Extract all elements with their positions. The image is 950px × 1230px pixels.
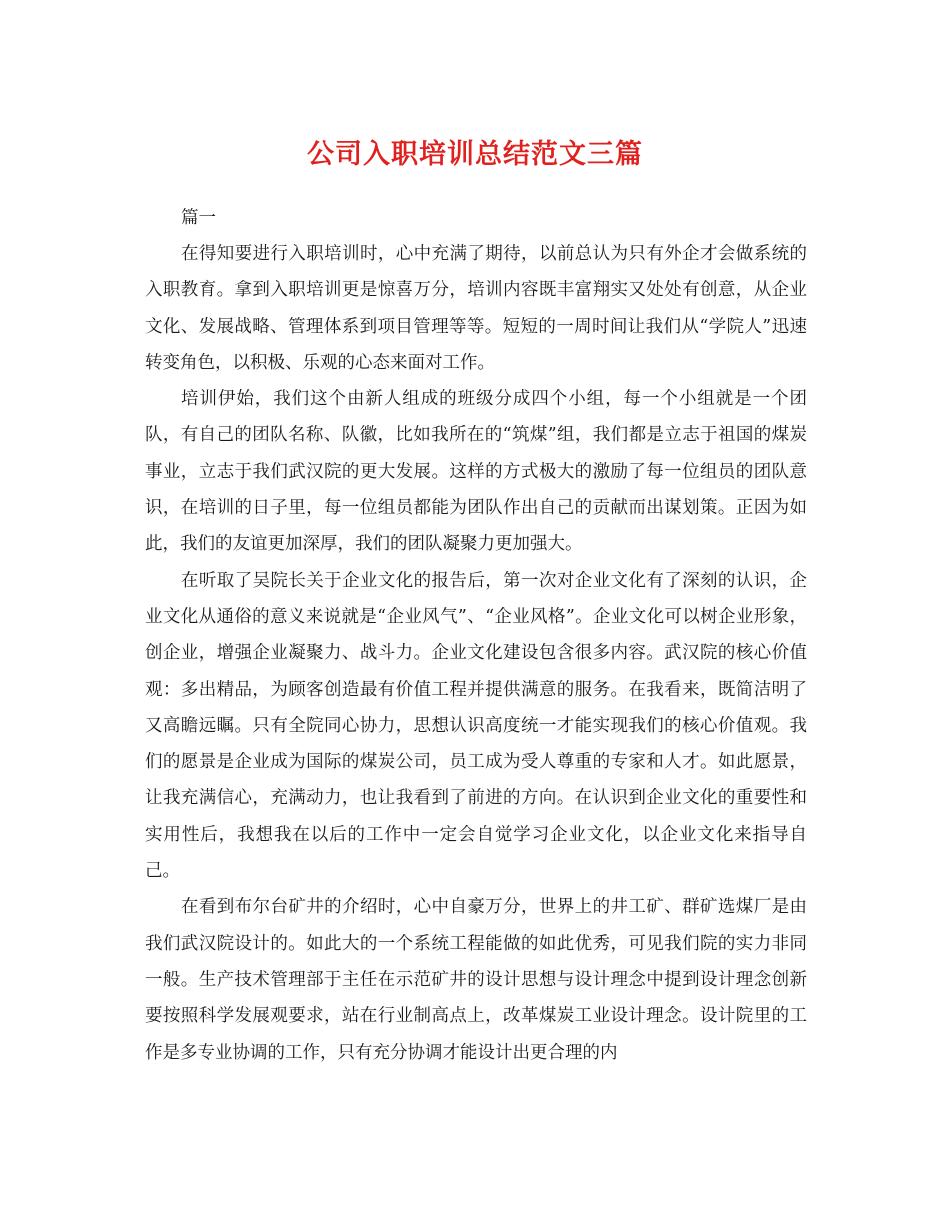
paragraph-3: 在听取了吴院长关于企业文化的报告后，第一次对企业文化有了深刻的认识，企业文化从通俗的意义来说就是“企业风气”、“企业风格”。企业文化可以树企业形象，创企业，增强企业凝聚力、战斗力。企业文化建设包含很多内容。武汉院的核心价值观：多出精品，为顾客创造最有价值工程并提供满意的服务。在我看来，既简洁明了又高瞻远瞩。只有全院同心协力，思想认识高度统一才能实现我们的核心价值观。我们的愿景是企业成为国际的煤炭公司，员工成为受人尊重的专家和人才。如此愿景，让我充满信心，充满动力，也让我看到了前进的方向。在认识到企业文化的重要性和实用性后，我想我在以后的工作中一定会自觉学习企业文化，以企业文化来指导自己。 bbox=[145, 570, 807, 882]
document-title: 公司入职培训总结范文三篇 bbox=[307, 139, 643, 170]
paragraph-4: 在看到布尔台矿井的介绍时，心中自豪万分，世界上的井工矿、群矿选煤厂是由我们武汉院设计的。如此大的一个系统工程能做的如此优秀，可见我们院的实力非同一般。生产技术管理部于主任在示范矿井的设计思想与设计理念中提到设计理念创新要按照科学发展观要求，站在行业制高点上，改革煤炭工业设计理念。设计院里的工作是多专业协调的工作，只有充分协调才能设计出更合理的内 bbox=[145, 897, 807, 1063]
document-body bbox=[145, 200, 807, 1071]
paragraph-2: 培训伊始，我们这个由新人组成的班级分成四个小组，每一个小组就是一个团队，有自己的团队名称、队徽，比如我所在的“筑煤”组，我们都是立志于祖国的煤炭事业，立志于我们武汉院的更大发展。这样的方式极大的激励了每一位组员的团队意识，在培训的日子里，每一位组员都能为团队作出自己的贡献而出谋划策。正因为如此，我们的友谊更加深厚，我们的团队凝聚力更加强大。 bbox=[145, 389, 807, 555]
section-label: 篇一 bbox=[181, 208, 216, 228]
paragraph-1: 在得知要进行入职培训时，心中充满了期待，以前总认为只有外企才会做系统的入职教育。拿到入职培训更是惊喜万分，培训内容既丰富翔实又处处有创意，从企业文化、发展战略、管理体系到项目管理等等。短短的一周时间让我们从“学院人”迅速转变角色，以积极、乐观的心态来面对工作。 bbox=[145, 244, 807, 373]
